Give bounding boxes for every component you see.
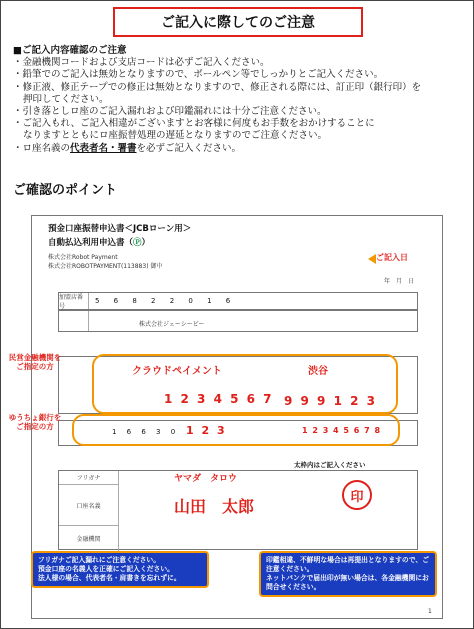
notice-block (13, 45, 468, 155)
callout-line: ネットバンクで届出印が無い場合は、各金融機関にお問合せください。 (266, 574, 429, 591)
notice-line: ・鉛筆でのご記入は無効となりますので、ボールペン等でしっかりとご記入ください。 (13, 69, 384, 81)
furigana-label: フリガナ (59, 471, 119, 485)
notice-heading: ■ご記入内容確認のご注意 (13, 45, 127, 56)
callout-line: 印鑑相違、不鮮明な場合は再提出となりますので、ご注意ください。 (266, 556, 429, 573)
seal-stamp: 印 (342, 480, 372, 510)
callout-line: 法人様の場合、代表者名・肩書きを忘れずに。 (38, 574, 181, 582)
notice-text: を必ずご記入ください。 (136, 142, 242, 154)
date-tag: ご記入日 (376, 253, 408, 262)
required-tag: 太枠内はご記入ください (294, 461, 366, 469)
page-title: ご記入に際してのご注意 (161, 15, 315, 31)
name-label: 口座名義 (59, 485, 119, 525)
callout-line: 預金口座の名義人を正確にご記入ください。 (38, 565, 174, 573)
form-subtitle-end: ） (141, 238, 151, 248)
notice-line: ・引き落としロ座のご記入漏れおよび印鑑漏れには十分ご注意ください。 (13, 106, 327, 118)
branch-name: 渋谷 (308, 366, 328, 377)
company-line: 株式会社ROBOTPAYMENT(113883) 御中 (48, 263, 163, 270)
bank-name: クラウドペイメント (132, 366, 222, 377)
page-number: 1 (428, 608, 432, 615)
notice-line: ・修正液、修正テープでの修正は無効となりますので、修正される際には、訂正印（銀行印）を (13, 81, 422, 93)
notice-line: ・ご記入もれ、ご記入相違がございますとお客様に何度もお手数をおかけすることに (13, 118, 375, 130)
bank-label: 金融機関 (59, 525, 119, 551)
callout-right (259, 551, 437, 597)
notice-text: ・ロ座名義の (13, 142, 71, 154)
kana-name: ヤマダ タロウ (174, 474, 238, 484)
branch-code: 9 9 9 1 2 3 (284, 394, 377, 408)
date-field: 年 月 日 (384, 278, 415, 285)
account-number: 1 2 3 4 5 6 7 (164, 392, 274, 406)
company-row (58, 310, 418, 332)
notice-line: 押印してください。 (23, 93, 109, 105)
merchant-code-row (58, 292, 418, 310)
form-subtitle-text: 自動払込利用申込書（ (48, 238, 134, 248)
company-cell: 株式会社ジェーシービー (139, 321, 205, 328)
form-subtitle-mark: Ⓟ (133, 238, 142, 248)
notice-strong-text: 代表者名・署書 (70, 142, 137, 154)
notice-line: ・金融機関コードおよび支店コードは必ずご記入ください。 (13, 57, 270, 69)
code-label: 加盟店番号 (59, 293, 89, 309)
section-title: ご確認のポイント (13, 183, 118, 198)
yucho-number: 1 2 3 (186, 424, 227, 437)
merchant-code: 5 6 8 2 2 0 1 6 (95, 297, 237, 305)
notice-line: なりますとともにロ座振替処理の遅延となりますのでご注意ください。 (23, 130, 328, 142)
form-title: 預金口座振替申込書＜JCBローン用＞ (48, 224, 192, 234)
company-cell-label (59, 311, 89, 331)
arrow-icon (368, 254, 376, 264)
notice-line-last (13, 143, 468, 155)
side-label-yucho: ゆうちょ銀行を ご指定の方 (8, 413, 62, 431)
callout-line: フリガナご記入漏れにご注意ください。 (38, 556, 161, 564)
company-line: 株式会社Robot Payment (48, 254, 118, 261)
title-box (113, 7, 363, 37)
yucho-account: 1 2 3 4 5 6 7 8 (302, 426, 382, 435)
callout-left (31, 551, 209, 588)
side-label-bank: 民営金融機関を ご指定の方 (8, 353, 62, 371)
kanji-name: 山田 太郎 (174, 497, 255, 516)
yucho-symbol: 1 6 6 3 0 (112, 428, 180, 436)
form-subtitle (48, 236, 150, 248)
